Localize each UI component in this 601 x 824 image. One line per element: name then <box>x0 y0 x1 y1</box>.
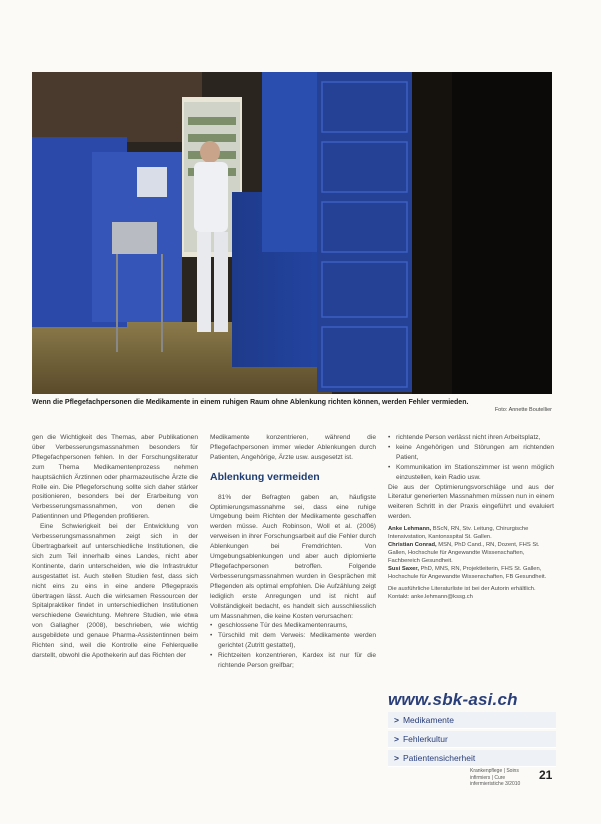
paragraph: 81% der Befragten gaben an, häufigste Optimierungsmassnahme sei, dass eine ruhige Umgebung beim Richten der Medikamente geschaffen werden müsse. Auch Robinson, Woll et al. (2006) verweisen in ihrer Forschungsarbeit auf die Fehler durch Ablenkungen bei Fremdrichten. Von Umgebungsablenkungen und aber auch diplomierte Pflegefachpersonen betroffen. Folgende Verbesserungsmassnahmen wurden in Gesprächen mit Pflegenden als optimal empfohlen. Die Aufzählung zeigt lediglich erste Anregungen und ist nicht auf Vollständigkeit bedacht, es handelt sich ausschliesslich um Massnahmen, die keine Kosten verursachen: <box>210 493 376 620</box>
sbk-links-box <box>388 690 556 767</box>
article-column-2 <box>210 433 376 671</box>
sbk-website-link[interactable]: www.sbk-asi.ch <box>388 690 518 709</box>
paragraph: Die aus der Optimierungsvorschläge und aus der Literatur generierten Massnahmen müssen nun in einem weiteren Schritt in der Praxis eingeführt und evaluiert werden. <box>388 483 554 521</box>
list-item: • Kommunikation im Stationszimmer ist wenn möglich einzustellen, kein Radio usw. <box>396 463 554 483</box>
list-item: • geschlossene Tür des Medikamentenraums, <box>218 621 376 631</box>
article-column-3 <box>388 433 554 601</box>
article-column-1 <box>32 433 198 661</box>
photo-caption: Wenn die Pflegefachpersonen die Medikamente in einem ruhigen Raum ohne Ablenkung richten können, werden Fehler vermieden. <box>32 399 469 406</box>
author-entry: Anke Lehmann, BScN, RN, Stv. Leitung, Chirurgische Intensivstation, Kantonsspital St. Gallen. <box>388 526 529 541</box>
nurse-at-medication-cabinet-image <box>32 72 552 394</box>
pharmacy-photo <box>32 72 552 394</box>
measures-list-continued <box>388 433 554 483</box>
link-medikamente[interactable]: > Medikamente <box>388 712 556 729</box>
paragraph: Medikamente konzentrieren, während die Pflegefachpersonen immer wieder Ablenkungen durch Patienten, Angehörige, Ärzte usw. ausgesetzt ist. <box>210 434 376 461</box>
page-number: 21 <box>539 768 553 782</box>
author-entry: Susi Saxer, PhD, MNS, RN, Projektleiterin, FHS St. Gallen, Hochschule für Angewandte Wissenschaften, FB Gesundheit. <box>388 566 547 581</box>
link-patientensicherheit[interactable]: > Patientensicherheit <box>388 750 556 767</box>
list-item: • keine Angehörigen und Störungen am richtenden Patient, <box>396 443 554 463</box>
author-entry: Christian Conrad, MSN, PhD Cand., RN, Dozent, FHS St. Gallen, Hochschule für Angewandte Wissenschaften, Fachbereich Gesundheit. <box>388 542 540 565</box>
journal-footer: Krankenpflege | Soins infirmiers | Cure infermieristiche 3/2010 <box>470 768 521 787</box>
paragraph: Eine Schwierigkeit bei der Entwicklung von Verbesserungsmassnahmen zeigt sich in der Übertragbarkeit auf unterschiedliche Institutionen, die sich zum Teil innerhalb eines Landes, nicht aber Kontinente, darin unterscheiden, wie die Infrastruktur ausgestattet ist. Auch stellen Studien fest, dass sich nicht eins zu eins in eine andere Pflegepraxis übertragen lässt. Auch die wirksamen Ressourcen der Spitalpraktiker findet in unterschiedlichen Institutionen verschiedene Gewichtung. Mehrere Studien, wie etwa von Gallagher (2008), beschrieben, wie wichtig ausgebildete und genaue Pharma-Assistentinnen beim Richten sind, weil die Kontrolle eine Fehlerquelle darstellt, obwohl die Apothekerin auf das Richten der <box>32 523 198 659</box>
arrow-right-icon: > <box>394 715 399 725</box>
author-info <box>388 525 554 581</box>
photo-credit: Foto: Annette Boutellier <box>494 407 552 413</box>
list-item: • richtende Person verlässt nicht ihren Arbeitsplatz, <box>396 433 554 443</box>
section-heading: Ablenkung vermeiden <box>210 470 320 483</box>
literature-note: Die ausführliche Literaturliste ist bei der Autorin erhältlich. Kontakt: anke.lehmann@kssg.ch <box>388 586 536 601</box>
list-item: • Türschild mit dem Verweis: Medikamente werden gerichtet (Zutritt gestattet), <box>218 631 376 651</box>
list-item: • Richtzeiten konzentrieren, Kardex ist nur für die richtende Person greifbar; <box>218 651 376 671</box>
link-fehlerkultur[interactable]: > Fehlerkultur <box>388 731 556 748</box>
arrow-right-icon: > <box>394 753 399 763</box>
arrow-right-icon: > <box>394 734 399 744</box>
measures-list <box>210 621 376 671</box>
paragraph: gen die Wichtigkeit des Themas, aber Publikationen über Verbesserungsmassnahmen besonders für Pflegefachpersonen fehlen. In der Forschungsliteratur zum Thema Medikamentenprozess nehmen hauptsächlich Ärztinnen oder pharmazeutische Ärzte die Rolle ein. Die Pflegeforschung sollte sich daher stärker positionieren, besonders bei der Erarbeitung von Verbesserungsmassnahmen, von denen die Patientinnen und Pflegenden profitieren. <box>32 434 198 521</box>
